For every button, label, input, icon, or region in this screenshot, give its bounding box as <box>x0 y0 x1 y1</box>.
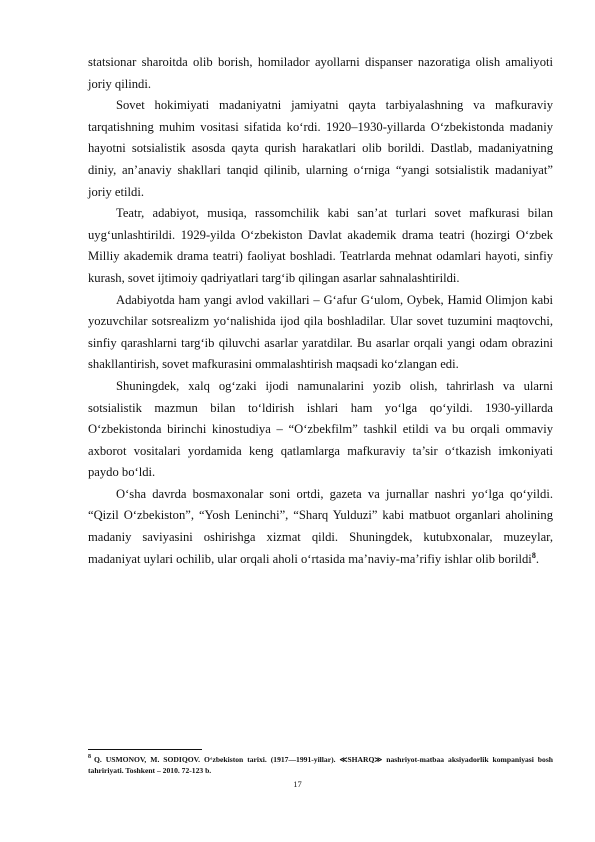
page-body <box>88 52 553 570</box>
footnote <box>88 754 553 776</box>
paragraph-text: O‘sha davrda bosmaxonalar soni ortdi, gazeta va jurnallar nashri yo‘lga qo‘yildi. “Qizil O‘zbekiston”, “Yosh Leninchi”, “Sharq Yulduzi” kabi matbuot organlari aholining madaniy saviyasini oshirishga xizmat qildi. Shuningdek, kutubxonalar, muzeylar, madaniyat uylari ochilib, ular orqali aholi o‘rtasida ma’naviy-ma’rifiy ishlar olib borildi <box>88 486 553 566</box>
paragraph-last: O‘sha davrda bosmaxonalar soni ortdi, gazeta va jurnallar nashri yo‘lga qo‘yildi. “Qizil O‘zbekiston”, “Yosh Leninchi”, “Sharq Yulduzi” kabi matbuot organlari aholining madaniy saviyasini oshirishga xizmat qildi. Shuningdek, kutubxonalar, muzeylar, madaniyat uylari ochilib, ular orqali aholi o‘rtasida ma’naviy-ma’rifiy ishlar olib borildi$^8$. <box>88 486 553 566</box>
footnote-divider <box>88 749 202 750</box>
footnote-text: Q. USMONOV, M. SODIQOV. O‘zbekiston tarixi. (1917—1991-yillar). ≪SHARQ≫ nashriyot-matbaa aksiyadorlik kompaniyasi bosh tahririyati. Toshkent – 2010. 72-123 b. <box>88 755 553 775</box>
paragraph: Adabiyotda ham yangi avlod vakillari – G‘afur G‘ulom, Oybek, Hamid Olimjon kabi yozuvchilar sotsrealizm yo‘nalishida ijod qila boshladilar. Ular sovet tuzumini maqtovchi, sinfiy qarashlarni targ‘ib qiluvchi asarlar yaratdilar. Bu asarlar orqali yangi odam obrazini shakllantirish, sovet mafkurasini ommalashtirish maqsadi ko‘zlangan edi. <box>88 292 553 372</box>
paragraph: Shuningdek, xalq og‘zaki ijodi namunalarini yozib olish, tahrirlash va ularni sotsialistik mazmun bilan to‘ldirish ishlari ham yo‘lga qo‘yildi. 1930-yillarda O‘zbekistonda birinchi kinostudiya – “O‘zbekfilm” tashkil etildi va bu orqali ommaviy axborot vositalari yordamida keng qatlamlarga mafkuraviy ta’sir o‘tkazish imkoniyati paydo bo‘ldi. <box>88 378 553 480</box>
paragraph: Sovet hokimiyati madaniyatni jamiyatni qayta tarbiyalashning va mafkuraviy tarqatishning muhim vositasi sifatida ko‘rdi. 1920–1930-yillarda O‘zbekistonda madaniy hayotni sotsialistik asosda qayta qurish harakatlari olib borildi. Dastlab, madaniyatning diniy, an’anaviy shakllari tanqid qilinib, ularning o‘rniga “yangi sotsialistik madaniyat” joriy etildi. <box>88 98 553 199</box>
paragraph: statsionar sharoitda olib borish, homilador ayollarni dispanser nazoratiga olish amaliyoti joriy qilindi. <box>88 55 553 91</box>
paragraph: Teatr, adabiyot, musiqa, rassomchilik kabi san’at turlari sovet mafkurasi bilan uyg‘unlashtirildi. 1929-yilda O‘zbekiston Davlat akademik drama teatri (hozirgi O‘zbek Milliy akademik drama teatri) faoliyat boshladi. Teatrlarda mehnat odamlari hayoti, sinfiy kurash, sovet ijtimoiy qadriyatlari targ‘ib qilingan asarlar sahnalashtirildi. <box>88 206 553 285</box>
page-number: 17 <box>293 779 302 789</box>
footnote-number: 8 <box>88 754 91 761</box>
footnote-reference[interactable]: 8 <box>531 550 536 560</box>
